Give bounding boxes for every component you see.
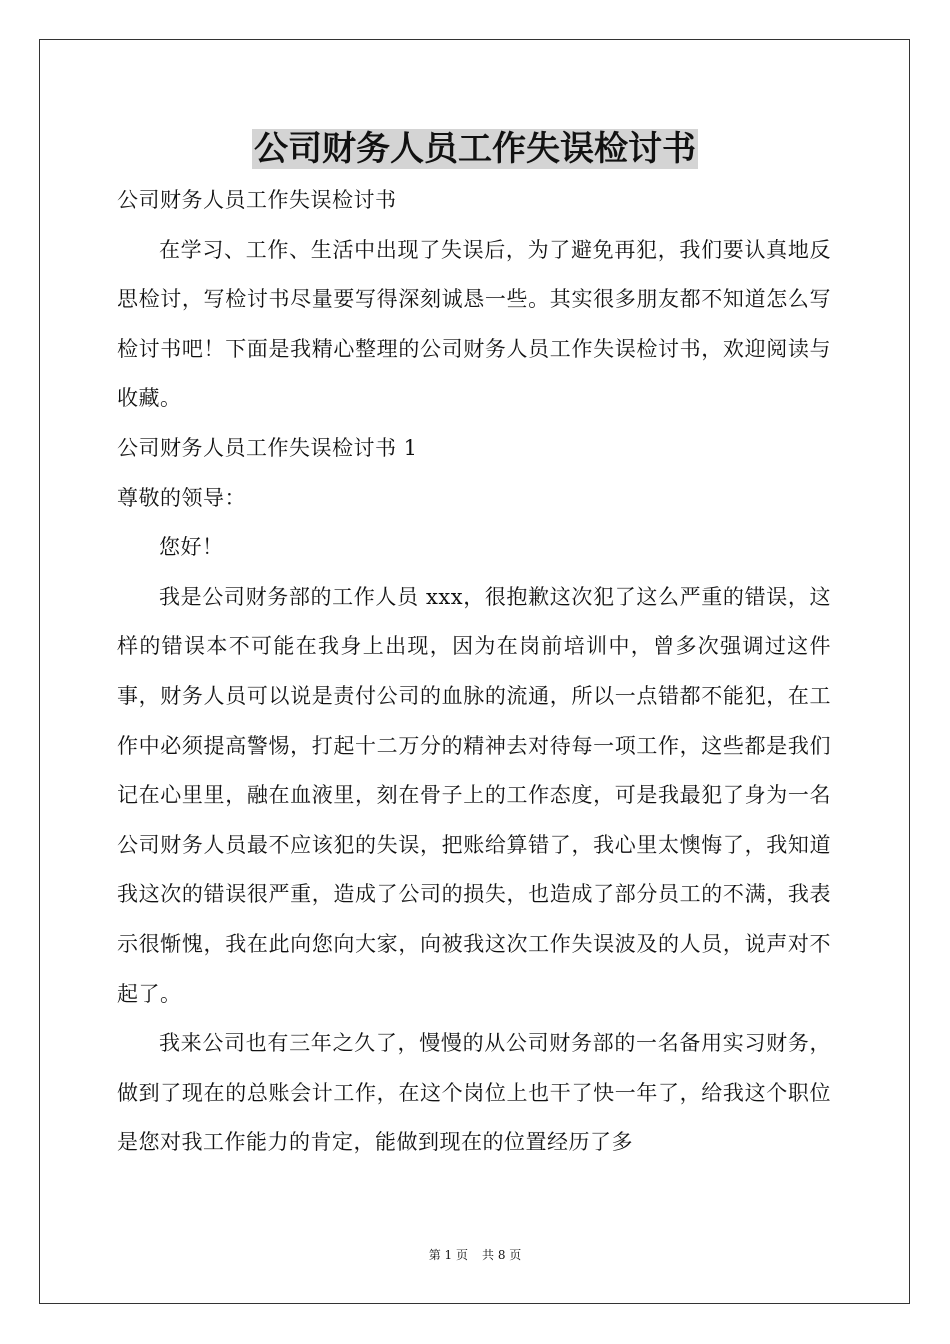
paragraph-subheading: 公司财务人员工作失误检讨书 1 bbox=[117, 435, 418, 460]
paragraph-body-2: 我来公司也有三年之久了，慢慢的从公司财务部的一名备用实习财务，做到了现在的总账会计工作，在这个岗位上也干了快一年了，给我这个职位是您对我工作能力的肯定，能做到现在的位置经历了多 bbox=[117, 1031, 831, 1155]
paragraph-intro: 在学习、工作、生活中出现了失误后，为了避免再犯，我们要认真地反思检讨，写检讨书尽量要写得深刻诚恳一些。其实很多朋友都不知道怎么写检讨书吧！下面是我精心整理的公司财务人员工作失误检讨书，欢迎阅读与收藏。 bbox=[117, 237, 831, 411]
page-number: 第 1 页 bbox=[428, 1248, 468, 1262]
paragraph-body-1: 我是公司财务部的工作人员 xxx，很抱歉这次犯了这么严重的错误，这样的错误本不可能在我身上出现，因为在岗前培训中，曾多次强调过这件事，财务人员可以说是责付公司的血脉的流通，所以一点错都不能犯，在工作中必须提高警惕，打起十二万分的精神去对待每一项工作，这些都是我们记在心里里，融在血液里，刻在骨子上的工作态度，可是我最犯了身为一名公司财务人员最不应该犯的失误，把账给算错了，我心里太懊悔了，我知道我这次的错误很严重，造成了公司的损失，也造成了部分员工的不满，我表示很惭愧，我在此向您向大家，向被我这次工作失误波及的人员，说声对不起了。 bbox=[117, 584, 831, 1006]
page-footer bbox=[0, 1246, 950, 1264]
paragraph-greeting: 您好！ bbox=[159, 535, 224, 560]
document-title-text: 公司财务人员工作失误检讨书 bbox=[254, 129, 696, 169]
page-total: 共 8 页 bbox=[482, 1248, 522, 1262]
paragraph-salutation: 尊敬的领导： bbox=[117, 485, 246, 510]
document-body bbox=[117, 176, 831, 1168]
paragraph-heading: 公司财务人员工作失误检讨书 bbox=[117, 188, 397, 212]
document-title bbox=[0, 124, 950, 174]
